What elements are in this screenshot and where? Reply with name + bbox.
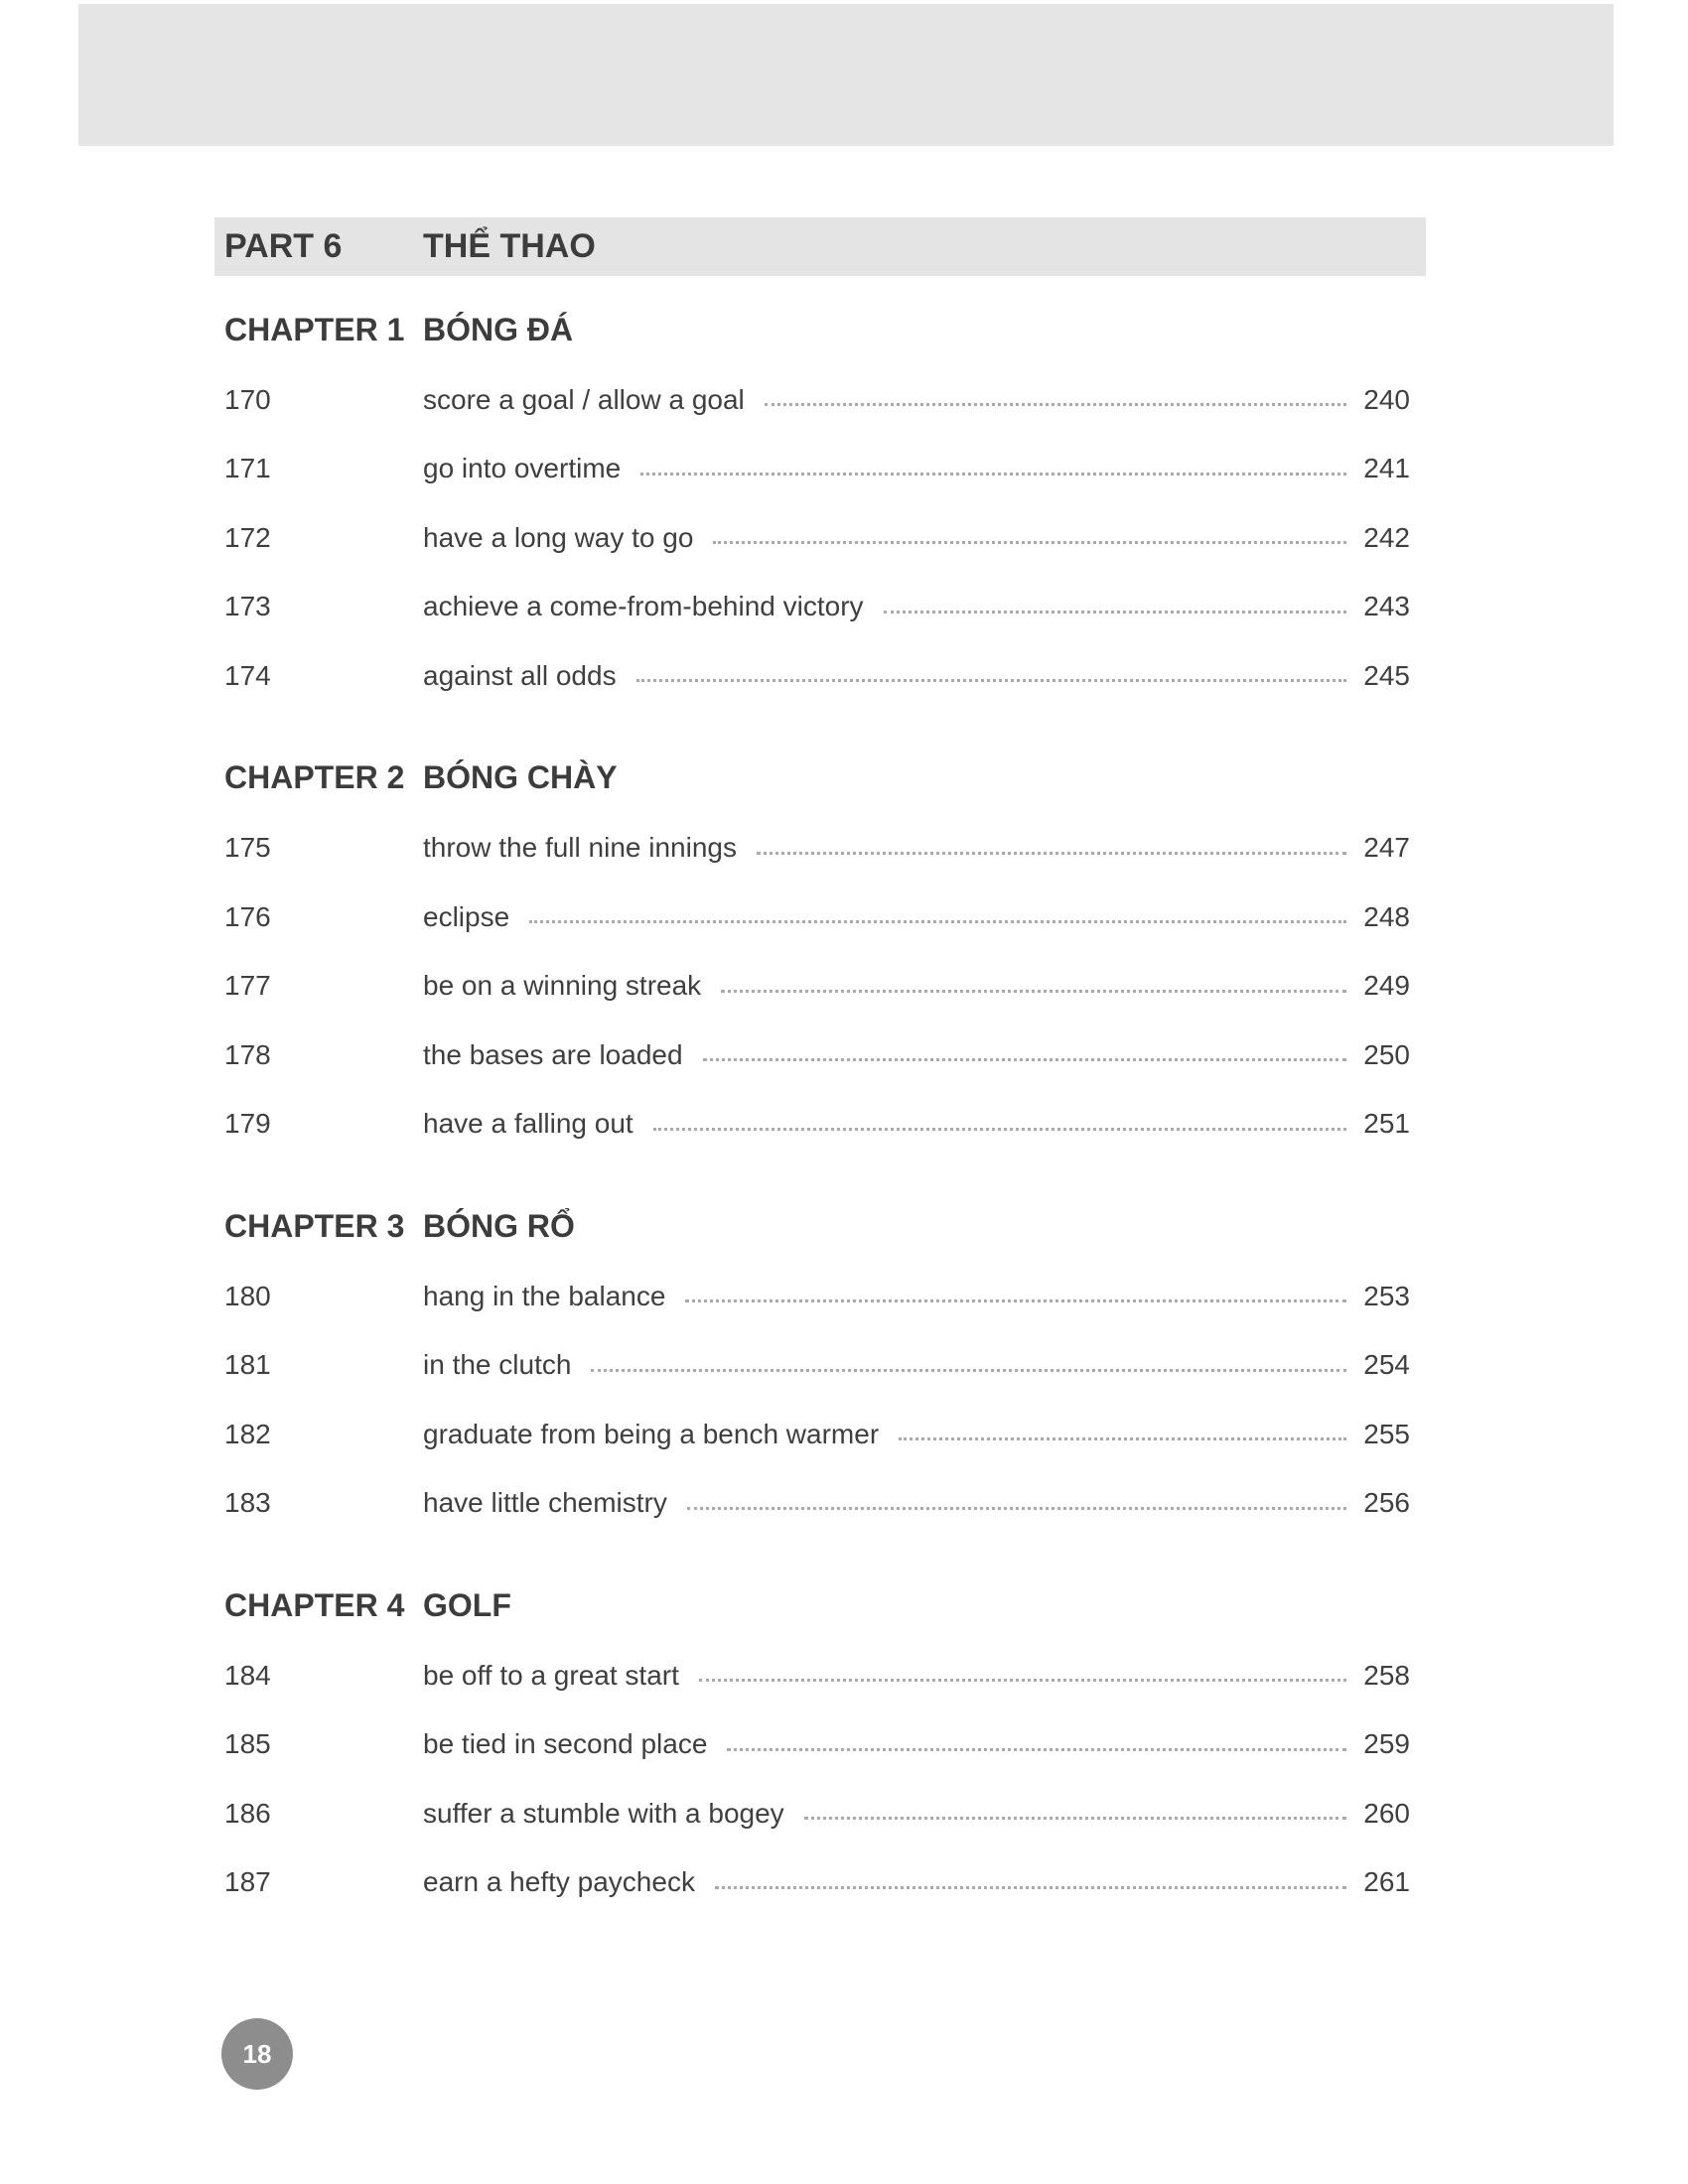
- entry-page-number: 247: [1363, 832, 1410, 864]
- dot-leader: [715, 1886, 1346, 1889]
- entry-page-number: 248: [1363, 900, 1410, 932]
- dot-leader: [591, 1369, 1346, 1372]
- entry-number: 176: [224, 900, 271, 932]
- entry-page-number: 261: [1363, 1866, 1410, 1898]
- entry-number: 185: [224, 1728, 271, 1760]
- chapter-title: BÓNG RỔ: [423, 1207, 575, 1244]
- entry-title: have little chemistry: [423, 1487, 667, 1519]
- entry-title: be tied in second place: [423, 1728, 708, 1760]
- entry-page-number: 260: [1363, 1797, 1410, 1829]
- part-label: PART 6: [224, 227, 343, 265]
- part-title: THỂ THAO: [423, 227, 596, 265]
- chapter-list: [214, 304, 1426, 1917]
- dot-leader: [757, 852, 1346, 855]
- chapter-heading: [214, 1579, 1426, 1631]
- toc-entry[interactable]: [214, 1021, 1426, 1090]
- entry-page-number: 259: [1363, 1728, 1410, 1760]
- chapter-title: GOLF: [423, 1586, 511, 1623]
- entry-number: 183: [224, 1487, 271, 1519]
- entry-number: 172: [224, 521, 271, 553]
- toc-entry[interactable]: [214, 1710, 1426, 1780]
- toc-entry[interactable]: [214, 1848, 1426, 1918]
- dot-leader: [703, 1058, 1346, 1061]
- dot-leader: [765, 403, 1346, 406]
- entry-number: 187: [224, 1866, 271, 1898]
- entry-page-number: 254: [1363, 1349, 1410, 1381]
- entry-page-number: 242: [1363, 521, 1410, 553]
- entry-title: go into overtime: [423, 453, 622, 484]
- table-of-contents: [214, 217, 1426, 1917]
- entry-title: earn a hefty paycheck: [423, 1866, 695, 1898]
- toc-entry[interactable]: [214, 1469, 1426, 1539]
- entry-page-number: 241: [1363, 453, 1410, 484]
- entry-number: 177: [224, 970, 271, 1002]
- entry-number: 171: [224, 453, 271, 484]
- entry-title: be on a winning streak: [423, 970, 702, 1002]
- entry-title: in the clutch: [423, 1349, 572, 1381]
- entry-page-number: 258: [1363, 1659, 1410, 1691]
- entry-title: against all odds: [423, 659, 617, 691]
- entry-title: achieve a come-from-behind victory: [423, 591, 864, 622]
- toc-entry[interactable]: [214, 365, 1426, 435]
- entry-page-number: 240: [1363, 383, 1410, 415]
- entry-title: be off to a great start: [423, 1659, 679, 1691]
- chapter-label: CHAPTER 4: [224, 1586, 405, 1623]
- chapter-heading: [214, 752, 1426, 804]
- toc-entry[interactable]: [214, 1331, 1426, 1401]
- entry-title: eclipse: [423, 900, 510, 932]
- header-band: [78, 4, 1614, 146]
- dot-leader: [687, 1507, 1346, 1510]
- entry-page-number: 253: [1363, 1280, 1410, 1311]
- entry-title: the bases are loaded: [423, 1038, 683, 1070]
- entry-page-number: 255: [1363, 1418, 1410, 1449]
- toc-entry[interactable]: [214, 1400, 1426, 1469]
- dot-leader: [653, 1128, 1346, 1131]
- entry-page-number: 256: [1363, 1487, 1410, 1519]
- toc-entry[interactable]: [214, 814, 1426, 884]
- toc-entry[interactable]: [214, 435, 1426, 504]
- entry-page-number: 243: [1363, 591, 1410, 622]
- toc-entry[interactable]: [214, 1090, 1426, 1160]
- chapter-heading: [214, 304, 1426, 355]
- toc-entry[interactable]: [214, 952, 1426, 1022]
- entry-page-number: 251: [1363, 1108, 1410, 1140]
- entry-number: 186: [224, 1797, 271, 1829]
- entry-number: 180: [224, 1280, 271, 1311]
- entry-number: 173: [224, 591, 271, 622]
- entry-title: throw the full nine innings: [423, 832, 737, 864]
- entry-page-number: 250: [1363, 1038, 1410, 1070]
- entry-number: 174: [224, 659, 271, 691]
- dot-leader: [640, 473, 1346, 476]
- toc-entry[interactable]: [214, 573, 1426, 642]
- dot-leader: [727, 1748, 1346, 1751]
- entry-number: 182: [224, 1418, 271, 1449]
- entry-number: 175: [224, 832, 271, 864]
- entry-title: graduate from being a bench warmer: [423, 1418, 880, 1449]
- dot-leader: [529, 920, 1346, 923]
- entry-number: 179: [224, 1108, 271, 1140]
- chapter-label: CHAPTER 2: [224, 759, 405, 795]
- dot-leader: [804, 1817, 1346, 1820]
- entry-number: 178: [224, 1038, 271, 1070]
- entry-title: have a long way to go: [423, 521, 694, 553]
- dot-leader: [685, 1299, 1346, 1302]
- toc-entry[interactable]: [214, 1262, 1426, 1331]
- dot-leader: [721, 990, 1346, 993]
- page-number-badge: 18: [221, 2018, 293, 2090]
- entry-page-number: 249: [1363, 970, 1410, 1002]
- chapter-label: CHAPTER 1: [224, 311, 405, 347]
- chapter-label: CHAPTER 3: [224, 1207, 405, 1244]
- toc-entry[interactable]: [214, 1779, 1426, 1848]
- dot-leader: [884, 611, 1346, 614]
- chapter-title: BÓNG CHÀY: [423, 759, 618, 795]
- entry-title: have a falling out: [423, 1108, 633, 1140]
- entry-title: hang in the balance: [423, 1280, 666, 1311]
- dot-leader: [713, 541, 1346, 544]
- dot-leader: [636, 679, 1346, 682]
- dot-leader: [899, 1437, 1346, 1440]
- chapter-heading: [214, 1200, 1426, 1252]
- toc-entry[interactable]: [214, 883, 1426, 952]
- entry-title: score a goal / allow a goal: [423, 383, 745, 415]
- entry-number: 181: [224, 1349, 271, 1381]
- toc-entry[interactable]: [214, 641, 1426, 711]
- dot-leader: [699, 1679, 1346, 1682]
- part-header: [214, 217, 1426, 276]
- entry-number: 184: [224, 1659, 271, 1691]
- entry-number: 170: [224, 383, 271, 415]
- chapter-title: BÓNG ĐÁ: [423, 311, 574, 347]
- entry-page-number: 245: [1363, 659, 1410, 691]
- toc-entry[interactable]: [214, 1641, 1426, 1710]
- toc-entry[interactable]: [214, 503, 1426, 573]
- entry-title: suffer a stumble with a bogey: [423, 1797, 784, 1829]
